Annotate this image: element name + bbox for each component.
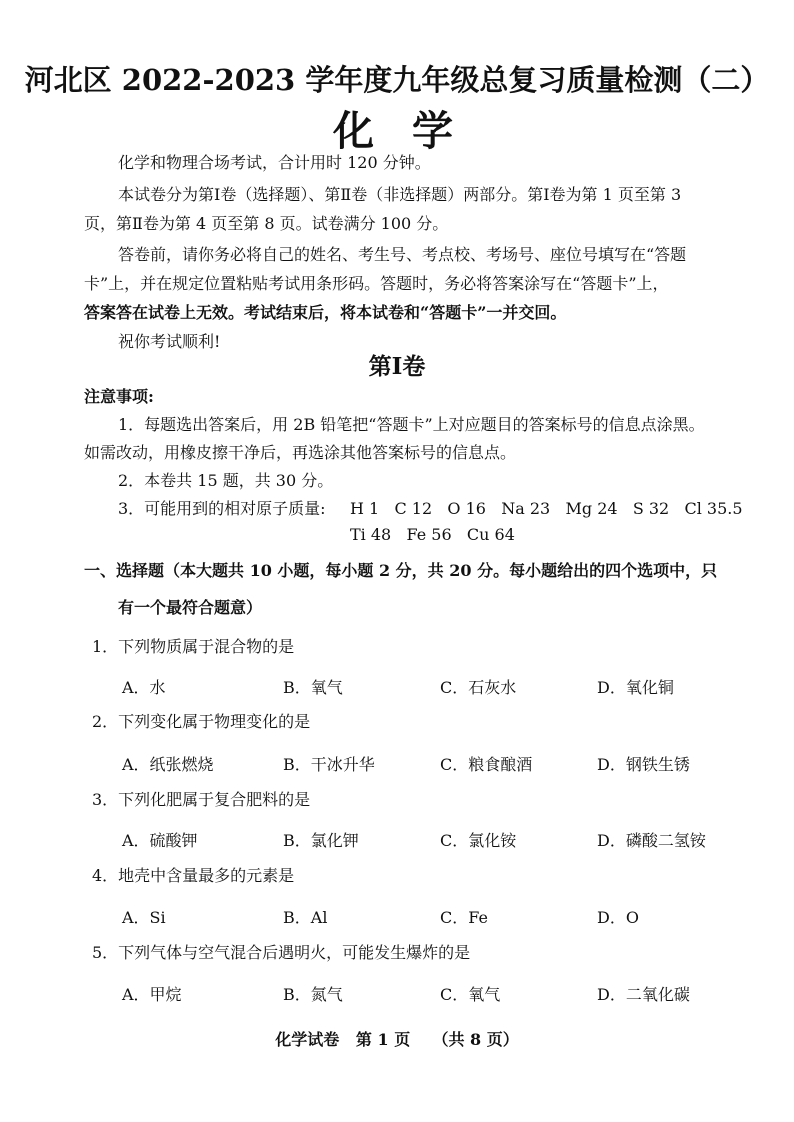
intro-line-7: 祝你考试顺利!: [118, 332, 221, 351]
option-c: C．氯化铵: [440, 831, 517, 850]
option-a: A．甲烷: [122, 985, 182, 1004]
option-b: B．干冰升华: [283, 755, 375, 774]
note-2: 2．本卷共 15 题，共 30 分。: [118, 471, 334, 490]
intro-line-1: 化学和物理合场考试，合计用时 120 分钟。: [118, 153, 431, 172]
option-d: D．磷酸二氢铵: [597, 831, 706, 850]
atomic-mass-row-1: H 1 C 12 O 16 Na 23 Mg 24 S 32 Cl 35.5: [350, 499, 743, 518]
option-a: A．纸张燃烧: [122, 755, 214, 774]
section-heading-a: 一、选择题（本大题共 10 小题，每小题 2 分，共 20 分。每小题给出的四个选项中，只: [84, 561, 718, 580]
option-b: B．Al: [283, 908, 328, 927]
atomic-mass-row-2: Ti 48 Fe 56 Cu 64: [350, 525, 515, 544]
notes-heading: 注意事项:: [84, 387, 154, 406]
option-c: C．石灰水: [440, 678, 517, 697]
note-3-label: 3．可能用到的相对原子质量:: [118, 499, 326, 518]
exam-title: 河北区 2022-2023 学年度九年级总复习质量检测（二）: [24, 63, 770, 97]
option-a: A．硫酸钾: [122, 831, 198, 850]
option-b: B．氧气: [283, 678, 343, 697]
question-stem: 1．下列物质属于混合物的是: [92, 637, 295, 656]
note-1a: 1．每题选出答案后，用 2B 铅笔把“答题卡”上对应题目的答案标号的信息点涂黑。: [118, 415, 705, 434]
option-a: A．水: [122, 678, 166, 697]
intro-line-6: 答案答在试卷上无效。考试结束后，将本试卷和“答题卡”一并交回。: [84, 303, 567, 322]
question-stem: 2．下列变化属于物理变化的是: [92, 712, 311, 731]
option-b: B．氯化钾: [283, 831, 359, 850]
question-stem: 3．下列化肥属于复合肥料的是: [92, 790, 311, 809]
option-d: D．O: [597, 908, 639, 927]
intro-line-3: 页，第Ⅱ卷为第 4 页至第 8 页。试卷满分 100 分。: [84, 214, 449, 233]
question-stem: 5．下列气体与空气混合后遇明火，可能发生爆炸的是: [92, 943, 471, 962]
option-c: C．Fe: [440, 908, 488, 927]
intro-line-4: 答卷前，请你务必将自己的姓名、考生号、考点校、考场号、座位号填写在“答题: [118, 245, 687, 264]
page-footer: 化学试卷 第 1 页 （共 8 页）: [275, 1030, 519, 1049]
intro-line-5: 卡”上，并在规定位置粘贴考试用条形码。答题时，务必将答案涂写在“答题卡”上，: [84, 274, 669, 293]
option-c: C．粮食酿酒: [440, 755, 533, 774]
option-d: D．氧化铜: [597, 678, 674, 697]
option-b: B．氮气: [283, 985, 343, 1004]
volume-title: 第Ⅰ卷: [368, 353, 426, 380]
question-stem: 4．地壳中含量最多的元素是: [92, 866, 295, 885]
option-d: D．钢铁生锈: [597, 755, 690, 774]
option-a: A．Si: [122, 908, 166, 927]
note-1b: 如需改动，用橡皮擦干净后，再选涂其他答案标号的信息点。: [84, 443, 517, 462]
option-d: D．二氧化碳: [597, 985, 690, 1004]
section-heading-b: 有一个最符合题意）: [118, 598, 263, 617]
option-c: C．氧气: [440, 985, 501, 1004]
subject-title: 化学: [333, 107, 491, 155]
intro-line-2: 本试卷分为第Ⅰ卷（选择题）、第Ⅱ卷（非选择题）两部分。第Ⅰ卷为第 1 页至第 3: [118, 185, 682, 204]
